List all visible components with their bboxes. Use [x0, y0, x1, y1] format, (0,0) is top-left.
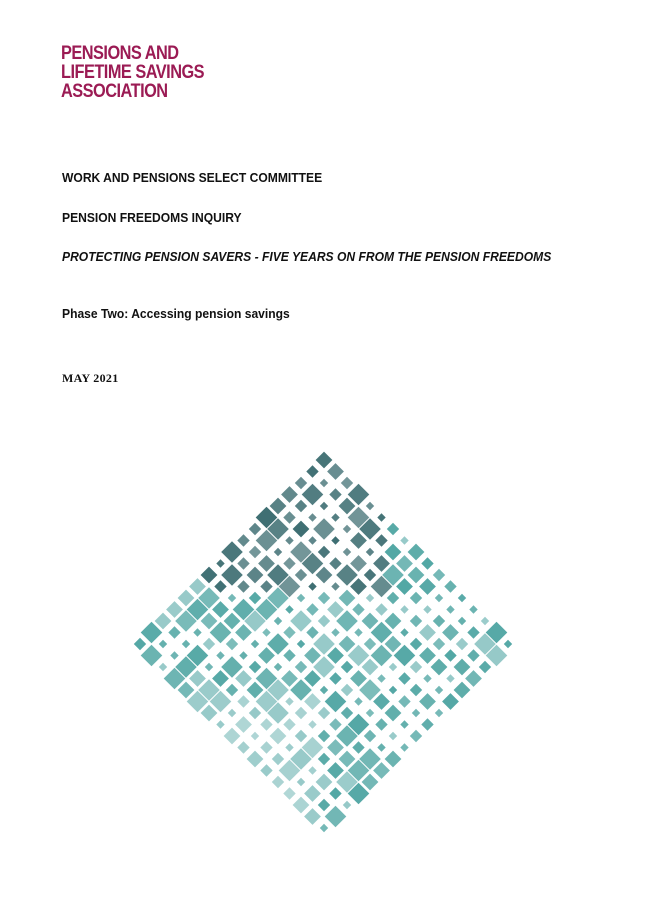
diamond-tile: [454, 682, 471, 699]
diamond-tile: [364, 638, 376, 650]
diamond-tile: [274, 548, 282, 556]
diamond-tile: [331, 536, 339, 544]
diamond-tile: [327, 739, 344, 756]
diamond-tile: [366, 502, 374, 510]
diamond-tile: [304, 647, 321, 664]
diamond-tile: [377, 513, 385, 521]
diamond-tile: [444, 580, 456, 592]
diamond-tile: [239, 651, 247, 659]
diamond-tile: [373, 762, 390, 779]
diamond-tile: [396, 555, 413, 572]
diamond-tile: [297, 594, 305, 602]
diamond-tile: [442, 624, 459, 641]
diamond-tile: [155, 613, 172, 630]
diamond-tile: [400, 720, 408, 728]
diamond-tile: [375, 534, 387, 546]
diamond-tile: [237, 695, 249, 707]
diamond-tile: [435, 686, 443, 694]
diamond-tile: [467, 626, 479, 638]
diamond-tile: [352, 603, 364, 615]
diamond-tile: [189, 578, 206, 595]
phase-heading: Phase Two: Accessing pension savings: [62, 306, 290, 321]
diamond-tile: [431, 659, 448, 676]
diamond-tile: [329, 787, 341, 799]
diamond-tile: [339, 636, 356, 653]
diamond-tile: [331, 513, 339, 521]
diamond-tile: [290, 610, 312, 632]
diamond-tile: [481, 617, 489, 625]
diamond-tile: [295, 569, 307, 581]
diamond-tile: [285, 536, 293, 544]
diamond-tile: [400, 628, 408, 636]
diamond-tile: [205, 663, 213, 671]
diamond-tile: [281, 670, 298, 687]
diamond-tile: [352, 741, 364, 753]
diamond-tile: [387, 523, 399, 535]
diamond-tile: [247, 567, 264, 584]
diamond-tile: [170, 651, 178, 659]
diamond-tile: [446, 605, 454, 613]
diamond-tile: [235, 624, 252, 641]
logo-line-2: LIFETIME SAVINGS: [61, 62, 205, 83]
diamond-tile: [308, 536, 316, 544]
diamond-tile: [364, 569, 376, 581]
diamond-tile: [249, 661, 261, 673]
diamond-tile: [159, 663, 167, 671]
diamond-tile: [421, 718, 433, 730]
diamond-tile: [212, 670, 229, 687]
diamond-tile: [274, 617, 282, 625]
diamond-tile: [316, 774, 333, 791]
diamond-tile: [362, 613, 379, 630]
diamond-tile: [343, 525, 351, 533]
diamond-tile: [306, 626, 318, 638]
diamond-tile: [410, 638, 422, 650]
diamond-tile: [182, 640, 190, 648]
diamond-tile: [221, 541, 243, 563]
diamond-tile: [419, 693, 436, 710]
diamond-tile: [318, 615, 330, 627]
diamond-tile: [389, 663, 397, 671]
diamond-tile: [419, 624, 436, 641]
diamond-tile: [398, 672, 410, 684]
committee-heading: WORK AND PENSIONS SELECT COMMITTEE: [62, 170, 323, 185]
diamond-tile: [178, 590, 195, 607]
diamond-tile: [469, 605, 477, 613]
logo-line-1: PENSIONS AND: [61, 43, 179, 64]
diamond-tile: [159, 640, 167, 648]
diamond-tile: [350, 670, 367, 687]
diamond-tile: [216, 720, 224, 728]
diamond-tile: [444, 649, 456, 661]
diamond-tile: [341, 477, 353, 489]
diamond-tile: [327, 762, 344, 779]
diamond-tile: [408, 567, 425, 584]
diamond-tile: [272, 753, 284, 765]
diamond-tile: [385, 705, 402, 722]
diamond-tile: [339, 498, 356, 515]
diamond-tile: [281, 486, 298, 503]
diamond-tile: [364, 730, 376, 742]
diamond-tile: [249, 592, 261, 604]
diamond-tile: [320, 686, 328, 694]
diamond-tile: [304, 785, 321, 802]
diamond-tile: [350, 532, 367, 549]
diamond-tile: [216, 651, 224, 659]
diamond-tile: [362, 659, 379, 676]
diamond-tile: [398, 695, 410, 707]
diamond-tile: [251, 640, 259, 648]
diamond-tile: [442, 693, 459, 710]
diamond-tile: [308, 720, 316, 728]
diamond-tile: [237, 580, 249, 592]
inquiry-heading: PENSION FREEDOMS INQUIRY: [62, 210, 242, 225]
logo-line-3: ASSOCIATION: [61, 81, 168, 102]
diamond-tile: [325, 806, 347, 828]
diamond-tile: [385, 751, 402, 768]
diamond-tile: [237, 557, 249, 569]
diamond-tile: [285, 605, 293, 613]
diamond-tile: [283, 557, 295, 569]
diamond-tile: [214, 580, 226, 592]
diamond-tile: [260, 741, 272, 753]
diamond-tile: [412, 709, 420, 717]
diamond-tile: [249, 546, 261, 558]
diamond-tile: [141, 645, 163, 667]
diamond-tile: [325, 691, 347, 713]
diamond-tile: [247, 751, 264, 768]
diamond-tile: [260, 718, 272, 730]
diamond-tile: [313, 518, 335, 540]
diamond-tile: [327, 601, 344, 618]
diamond-tile: [410, 592, 422, 604]
diamond-tile: [410, 730, 422, 742]
diamond-tile: [221, 564, 243, 586]
diamond-tile: [504, 640, 512, 648]
diamond-tile: [329, 488, 341, 500]
diamond-tile: [366, 594, 374, 602]
diamond-tile: [423, 674, 431, 682]
diamond-tile: [375, 603, 387, 615]
diamond-tile: [387, 592, 399, 604]
diamond-tile: [295, 707, 307, 719]
diamond-tile: [400, 743, 408, 751]
diamond-tile: [237, 741, 249, 753]
diamond-tile: [396, 578, 413, 595]
diamond-tile: [193, 628, 201, 636]
diamond-tile: [235, 670, 252, 687]
diamond-tile: [318, 546, 330, 558]
diamond-tile: [283, 718, 295, 730]
diamond-tile: [285, 743, 293, 751]
diamond-tile: [320, 479, 328, 487]
diamond-tile: [385, 544, 402, 561]
diamond-tile: [308, 513, 316, 521]
diamond-tile: [260, 580, 272, 592]
diamond-tile: [331, 582, 339, 590]
diamond-tile: [297, 778, 305, 786]
diamond-tile: [366, 548, 374, 556]
diamond-tile: [327, 463, 344, 480]
diamond-tile: [456, 638, 468, 650]
diamond-tile: [235, 716, 252, 733]
diamond-tile: [224, 728, 241, 745]
diamond-tile: [168, 626, 180, 638]
diamond-tile: [327, 647, 344, 664]
diamond-tile: [410, 615, 422, 627]
diamond-tile: [318, 592, 330, 604]
diamond-tile: [262, 628, 270, 636]
diamond-tile: [454, 659, 471, 676]
diamond-tile: [316, 567, 333, 584]
diamond-tile: [237, 534, 249, 546]
diamond-tile: [433, 638, 445, 650]
diamond-tile: [224, 613, 241, 630]
diamond-tile: [341, 707, 353, 719]
diamond-tile: [201, 567, 218, 584]
diamond-tile: [297, 640, 305, 648]
diamond-tile: [295, 730, 307, 742]
diamond-tile: [350, 555, 367, 572]
diamond-tile: [410, 684, 422, 696]
diamond-tile: [423, 605, 431, 613]
diamond-tile: [318, 753, 330, 765]
diamond-tile: [435, 709, 443, 717]
diamond-tile: [318, 799, 330, 811]
diamond-tile: [435, 594, 443, 602]
diamond-tile: [318, 730, 330, 742]
diamond-tile: [306, 465, 318, 477]
diamond-tile: [366, 709, 374, 717]
diamond-tile: [350, 578, 367, 595]
diamond-tile: [373, 693, 390, 710]
diamond-tile: [385, 613, 402, 630]
diamond-tile: [306, 603, 318, 615]
diamond-tile: [373, 555, 390, 572]
diamond-tile: [201, 705, 218, 722]
diamond-tile: [421, 557, 433, 569]
diamond-tile: [285, 697, 293, 705]
diamond-tile: [465, 670, 482, 687]
diamond-tile: [295, 661, 307, 673]
diamond-tile: [304, 693, 321, 710]
diamond-tile: [385, 636, 402, 653]
diamond-tile: [410, 661, 422, 673]
diamond-tile: [272, 776, 284, 788]
diamond-tile: [274, 663, 282, 671]
diamond-tile: [343, 801, 351, 809]
diamond-tile: [212, 601, 229, 618]
diamond-tile: [377, 674, 385, 682]
diamond-tile: [320, 502, 328, 510]
diamond-tile: [458, 594, 466, 602]
diamond-tile: [308, 582, 316, 590]
diamond-tile: [283, 649, 295, 661]
diamond-tile: [283, 626, 295, 638]
diamond-tile: [433, 569, 445, 581]
diamond-tile: [329, 557, 341, 569]
diamond-tile: [419, 647, 436, 664]
diamond-tile: [318, 707, 330, 719]
diamond-tile: [260, 764, 272, 776]
diamond-tile: [308, 766, 316, 774]
diamond-tile: [216, 559, 224, 567]
diamond-tile: [467, 649, 479, 661]
diamond-tile: [341, 661, 353, 673]
diamond-tile: [247, 682, 264, 699]
diamond-tile: [270, 728, 287, 745]
diamond-tile: [354, 697, 362, 705]
diamond-tile: [201, 613, 218, 630]
diamond-tile: [329, 672, 341, 684]
diamond-tile: [295, 500, 307, 512]
diamond-tile: [249, 523, 261, 535]
diamond-tile: [377, 743, 385, 751]
diamond-tile: [389, 686, 397, 694]
diamond-tile: [295, 477, 307, 489]
diamond-tile: [258, 555, 275, 572]
diamond-tile: [433, 615, 445, 627]
diamond-tile: [375, 718, 387, 730]
diamond-tile: [226, 684, 238, 696]
document-title: PROTECTING PENSION SAVERS - FIVE YEARS ON FROM THE PENSION FREEDOMS: [62, 249, 552, 264]
diamond-tile: [258, 647, 275, 664]
diamond-tile: [166, 601, 183, 618]
diamond-tile: [270, 498, 287, 515]
diamond-tile: [341, 684, 353, 696]
publication-date: MAY 2021: [62, 371, 119, 385]
diamond-tile: [293, 521, 310, 538]
diamond-tile: [339, 590, 356, 607]
diamond-tile: [178, 682, 195, 699]
diamond-tile: [331, 628, 339, 636]
diamond-tile: [389, 732, 397, 740]
diamond-tile: [203, 638, 215, 650]
diamond-tile: [408, 544, 425, 561]
diamond-tile: [419, 578, 436, 595]
diamond-tile: [226, 638, 238, 650]
diamond-tile: [283, 511, 295, 523]
diamond-tile: [251, 732, 259, 740]
diamond-tile: [458, 617, 466, 625]
diamond-tile: [320, 824, 328, 832]
diamond-tile: [339, 751, 356, 768]
diamond-tile: [479, 661, 491, 673]
diamond-tile: [304, 670, 321, 687]
diamond-tile: [283, 787, 295, 799]
diamond-tile: [343, 548, 351, 556]
diamond-tile: [400, 605, 408, 613]
diamond-tile: [354, 628, 362, 636]
diamond-tile: [446, 674, 454, 682]
diamond-tile: [293, 797, 310, 814]
diamond-tile: [249, 707, 261, 719]
diamond-tile: [302, 484, 324, 506]
diamond-tile: [362, 774, 379, 791]
diamond-tile: [304, 808, 321, 825]
diamond-tile: [316, 452, 333, 469]
diamond-tile: [134, 638, 146, 650]
diamond-tile: [228, 594, 236, 602]
diamond-tile: [329, 718, 341, 730]
diamond-tile: [189, 670, 206, 687]
diamond-tile: [228, 709, 236, 717]
diamond-tile: [400, 536, 408, 544]
